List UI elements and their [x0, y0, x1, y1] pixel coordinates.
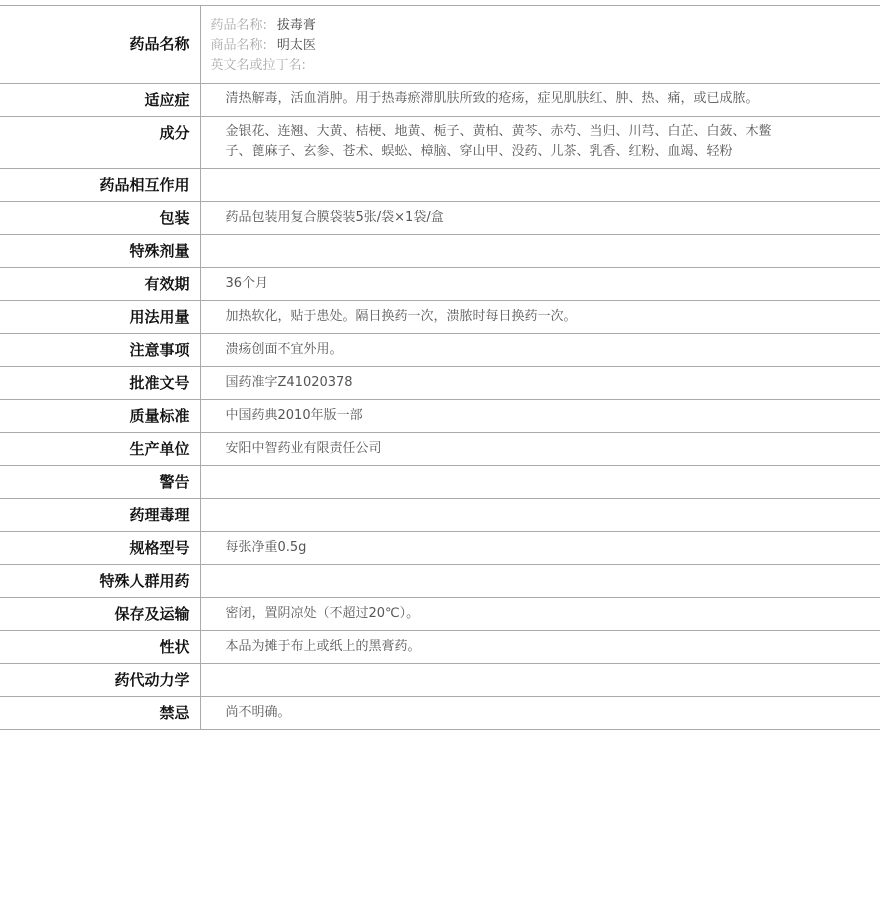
row-value: 每张净重0.5g	[200, 532, 880, 565]
row-interactions	[0, 169, 880, 202]
row-label: 有效期	[0, 268, 200, 301]
generic-name-value: 拔毒膏	[276, 18, 316, 33]
row-shelf-life	[0, 268, 880, 301]
drug-name-details	[200, 6, 880, 84]
row-value: 清热解毒，活血消肿。用于热毒瘀滞肌肤所致的疮疡，症见肌肤红、肿、热、痛，或已成脓。	[200, 84, 880, 117]
row-label: 特殊人群用药	[0, 565, 200, 598]
row-specification	[0, 532, 880, 565]
row-value	[200, 664, 880, 697]
row-value: 金银花、连翘、大黄、桔梗、地黄、栀子、黄柏、黄芩、赤芍、当归、川芎、白芷、白蔹、木鳖子、蓖麻子、玄参、苍术、蜈蚣、樟脑、穿山甲、没药、儿茶、乳香、红粉、血竭、轻粉	[200, 117, 880, 169]
row-special-dosage	[0, 235, 880, 268]
row-label: 批准文号	[0, 367, 200, 400]
row-warning	[0, 466, 880, 499]
row-label: 成分	[0, 117, 200, 169]
row-storage	[0, 598, 880, 631]
row-value: 尚不明确。	[200, 697, 880, 730]
row-quality-standard	[0, 400, 880, 433]
row-label: 警告	[0, 466, 200, 499]
row-label: 药品相互作用	[0, 169, 200, 202]
row-contraindications	[0, 697, 880, 730]
row-value	[200, 235, 880, 268]
row-value: 密闭，置阴凉处（不超过20℃）。	[200, 598, 880, 631]
row-indications	[0, 84, 880, 117]
row-value	[200, 565, 880, 598]
row-label: 包装	[0, 202, 200, 235]
row-label: 禁忌	[0, 697, 200, 730]
row-label: 适应症	[0, 84, 200, 117]
row-label: 保存及运输	[0, 598, 200, 631]
row-approval-number	[0, 367, 880, 400]
row-value: 安阳中智药业有限责任公司	[200, 433, 880, 466]
row-drug-name	[0, 6, 880, 84]
row-special-population	[0, 565, 880, 598]
trade-name-value: 明太医	[276, 38, 316, 53]
row-label: 药理毒理	[0, 499, 200, 532]
row-label: 规格型号	[0, 532, 200, 565]
trade-name-line	[211, 36, 871, 56]
row-value: 中国药典2010年版一部	[200, 400, 880, 433]
latin-name-key: 英文名或拉丁名:	[210, 58, 306, 73]
generic-name-key: 药品名称:	[210, 18, 267, 33]
row-pharmacokinetics	[0, 664, 880, 697]
row-label: 用法用量	[0, 301, 200, 334]
row-packaging	[0, 202, 880, 235]
row-pharmacology	[0, 499, 880, 532]
row-value	[200, 499, 880, 532]
row-manufacturer	[0, 433, 880, 466]
row-usage	[0, 301, 880, 334]
row-value: 药品包装用复合膜袋装5张/袋×1袋/盒	[200, 202, 880, 235]
row-label: 药代动力学	[0, 664, 200, 697]
row-ingredients	[0, 117, 880, 169]
row-label: 药品名称	[0, 6, 200, 84]
row-value	[200, 169, 880, 202]
generic-name-line	[211, 16, 871, 36]
row-label: 注意事项	[0, 334, 200, 367]
row-value	[200, 466, 880, 499]
row-label: 性状	[0, 631, 200, 664]
row-label: 质量标准	[0, 400, 200, 433]
row-value: 国药准字Z41020378	[200, 367, 880, 400]
row-value: 加热软化，贴于患处。隔日换药一次，溃脓时每日换药一次。	[200, 301, 880, 334]
row-precautions	[0, 334, 880, 367]
drug-spec-table	[0, 5, 880, 730]
row-value: 本品为摊于布上或纸上的黑膏药。	[200, 631, 880, 664]
row-label: 特殊剂量	[0, 235, 200, 268]
row-value: 溃疡创面不宜外用。	[200, 334, 880, 367]
row-value: 36个月	[200, 268, 880, 301]
row-appearance	[0, 631, 880, 664]
latin-name-line	[211, 56, 871, 76]
row-label: 生产单位	[0, 433, 200, 466]
trade-name-key: 商品名称:	[210, 38, 267, 53]
